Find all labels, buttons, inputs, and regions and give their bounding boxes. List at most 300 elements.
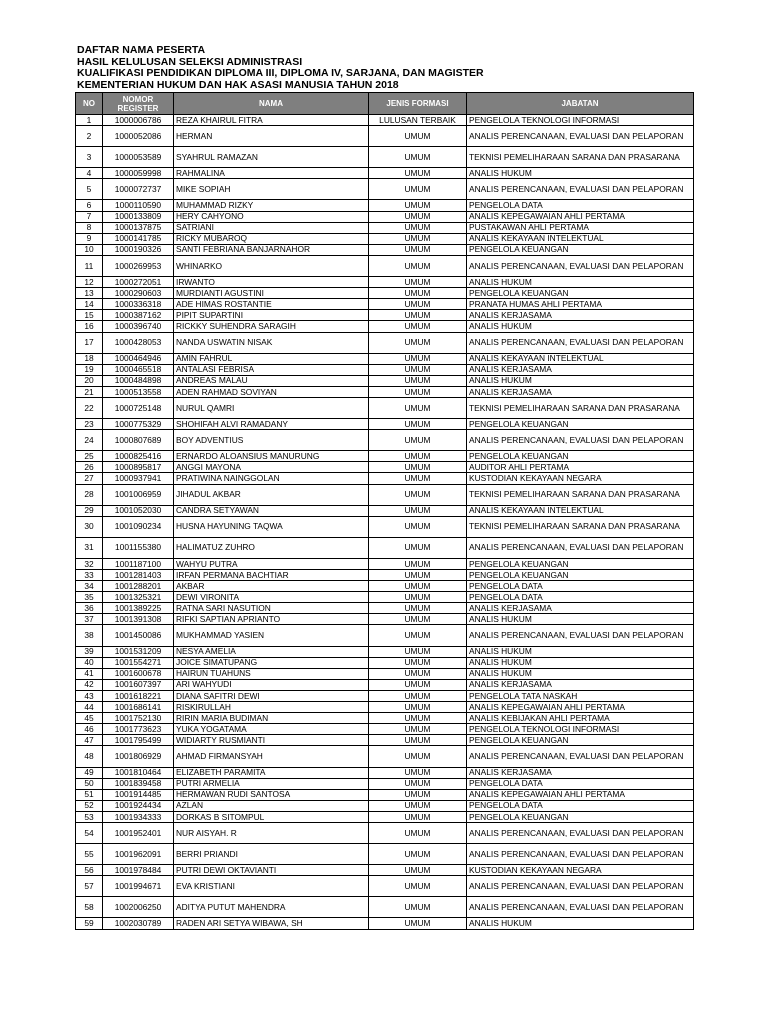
cell-register: 1001052030	[103, 505, 174, 516]
cell-position: ANALIS HUKUM	[467, 646, 694, 657]
cell-position: ANALIS PERENCANAAN, EVALUASI DAN PELAPORAN	[467, 897, 694, 918]
cell-no: 8	[76, 222, 103, 233]
cell-formation: UMUM	[369, 558, 467, 569]
cell-register: 1000387162	[103, 310, 174, 321]
cell-register: 1001752130	[103, 713, 174, 724]
cell-no: 12	[76, 277, 103, 288]
cell-formation: UMUM	[369, 126, 467, 147]
cell-position: PUSTAKAWAN AHLI PERTAMA	[467, 222, 694, 233]
cell-no: 40	[76, 657, 103, 668]
cell-position: ANALIS KEKAYAAN INTELEKTUAL	[467, 353, 694, 364]
cell-name: MUHAMMAD RIZKY	[174, 200, 369, 211]
cell-position: ANALIS KEBIJAKAN AHLI PERTAMA	[467, 713, 694, 724]
cell-name: JIHADUL AKBAR	[174, 484, 369, 505]
cell-position: PENGELOLA KEUANGAN	[467, 451, 694, 462]
cell-no: 28	[76, 484, 103, 505]
cell-name: DORKAS B SITOMPUL	[174, 811, 369, 822]
table-row	[76, 419, 694, 430]
cell-name: JOICE SIMATUPANG	[174, 657, 369, 668]
cell-name: MIKE SOPIAH	[174, 179, 369, 200]
cell-position: PENGELOLA KEUANGAN	[467, 735, 694, 746]
table-row	[76, 767, 694, 778]
cell-name: RATNA SARI NASUTION	[174, 603, 369, 614]
table-row	[76, 244, 694, 255]
cell-name: PUTRI DEWI OKTAVIANTI	[174, 865, 369, 876]
cell-register: 1000110590	[103, 200, 174, 211]
cell-no: 22	[76, 397, 103, 418]
cell-no: 46	[76, 724, 103, 735]
column-header-position: JABATAN	[467, 93, 694, 115]
cell-no: 14	[76, 299, 103, 310]
cell-formation: UMUM	[369, 844, 467, 865]
cell-name: HERMAWAN RUDI SANTOSA	[174, 789, 369, 800]
cell-name: ANGGI MAYONA	[174, 462, 369, 473]
cell-register: 1000396740	[103, 321, 174, 332]
cell-formation: UMUM	[369, 299, 467, 310]
cell-position: ANALIS PERENCANAAN, EVALUASI DAN PELAPORAN	[467, 179, 694, 200]
cell-name: BERRI PRIANDI	[174, 844, 369, 865]
table-row	[76, 537, 694, 558]
table-row	[76, 603, 694, 614]
cell-no: 34	[76, 581, 103, 592]
cell-position: PENGELOLA KEUANGAN	[467, 558, 694, 569]
table-row	[76, 430, 694, 451]
cell-register: 1000053589	[103, 147, 174, 168]
cell-register: 1001978484	[103, 865, 174, 876]
cell-name: YUKA YOGATAMA	[174, 724, 369, 735]
cell-no: 45	[76, 713, 103, 724]
cell-formation: UMUM	[369, 200, 467, 211]
cell-no: 20	[76, 375, 103, 386]
cell-no: 7	[76, 211, 103, 222]
cell-formation: UMUM	[369, 746, 467, 767]
cell-no: 51	[76, 789, 103, 800]
cell-position: PRANATA HUMAS AHLI PERTAMA	[467, 299, 694, 310]
cell-formation: UMUM	[369, 321, 467, 332]
cell-no: 56	[76, 865, 103, 876]
cell-formation: UMUM	[369, 419, 467, 430]
cell-name: ADE HIMAS ROSTANTIE	[174, 299, 369, 310]
cell-formation: UMUM	[369, 505, 467, 516]
heading-line-1: DAFTAR NAMA PESERTA	[77, 44, 206, 56]
heading-line-2: HASIL KELULUSAN SELEKSI ADMINISTRASI	[77, 55, 303, 68]
cell-register: 1000513558	[103, 386, 174, 397]
table-row	[76, 211, 694, 222]
cell-position: ANALIS PERENCANAAN, EVALUASI DAN PELAPORAN	[467, 255, 694, 276]
table-row	[76, 168, 694, 179]
heading-line-4: KEMENTERIAN HUKUM DAN HAK ASASI MANUSIA TAHUN 2018	[77, 78, 399, 91]
table-row	[76, 800, 694, 811]
table-row	[76, 657, 694, 668]
cell-formation: UMUM	[369, 386, 467, 397]
cell-register: 1000272051	[103, 277, 174, 288]
table-row	[76, 876, 694, 897]
cell-register: 1000133809	[103, 211, 174, 222]
table-row	[76, 277, 694, 288]
table-row	[76, 702, 694, 713]
cell-register: 1001994671	[103, 876, 174, 897]
cell-register: 1000937941	[103, 473, 174, 484]
cell-no: 57	[76, 876, 103, 897]
cell-position: ANALIS KERJASAMA	[467, 310, 694, 321]
table-row	[76, 397, 694, 418]
cell-register: 1001839458	[103, 778, 174, 789]
cell-name: HUSNA HAYUNING TAQWA	[174, 516, 369, 537]
cell-formation: UMUM	[369, 244, 467, 255]
cell-formation: UMUM	[369, 646, 467, 657]
table-row	[76, 778, 694, 789]
cell-formation: UMUM	[369, 310, 467, 321]
cell-name: AHMAD FIRMANSYAH	[174, 746, 369, 767]
participants-table	[75, 92, 694, 930]
cell-formation: UMUM	[369, 735, 467, 746]
cell-name: HALIMATUZ ZUHRO	[174, 537, 369, 558]
cell-name: PRATIWINA NAINGGOLAN	[174, 473, 369, 484]
cell-name: IRWANTO	[174, 277, 369, 288]
cell-formation: UMUM	[369, 222, 467, 233]
table-row	[76, 364, 694, 375]
cell-position: PENGELOLA KEUANGAN	[467, 811, 694, 822]
cell-formation: UMUM	[369, 702, 467, 713]
cell-no: 16	[76, 321, 103, 332]
cell-position: ANALIS KEPEGAWAIAN AHLI PERTAMA	[467, 789, 694, 800]
cell-formation: UMUM	[369, 865, 467, 876]
cell-formation: UMUM	[369, 277, 467, 288]
cell-no: 2	[76, 126, 103, 147]
cell-formation: UMUM	[369, 767, 467, 778]
cell-register: 1001187100	[103, 558, 174, 569]
cell-name: SYAHRUL RAMAZAN	[174, 147, 369, 168]
table-row	[76, 115, 694, 126]
heading-line-3: KUALIFIKASI PENDIDIKAN DIPLOMA III, DIPLOMA IV, SARJANA, DAN MAGISTER	[77, 67, 484, 79]
cell-formation: UMUM	[369, 473, 467, 484]
cell-formation: UMUM	[369, 603, 467, 614]
cell-register: 1001934333	[103, 811, 174, 822]
cell-name: RISKIRULLAH	[174, 702, 369, 713]
cell-no: 11	[76, 255, 103, 276]
cell-register: 1000725148	[103, 397, 174, 418]
cell-name: HAIRUN TUAHUNS	[174, 668, 369, 679]
cell-no: 59	[76, 918, 103, 929]
cell-position: PENGELOLA KEUANGAN	[467, 419, 694, 430]
cell-no: 44	[76, 702, 103, 713]
cell-name: AZLAN	[174, 800, 369, 811]
cell-formation: UMUM	[369, 822, 467, 843]
table-header-row	[76, 93, 694, 115]
cell-position: KUSTODIAN KEKAYAAN NEGARA	[467, 473, 694, 484]
cell-no: 19	[76, 364, 103, 375]
cell-formation: UMUM	[369, 537, 467, 558]
cell-formation: UMUM	[369, 778, 467, 789]
cell-no: 53	[76, 811, 103, 822]
cell-name: ARI WAHYUDI	[174, 679, 369, 690]
cell-formation: UMUM	[369, 800, 467, 811]
table-row	[76, 179, 694, 200]
cell-register: 1001607397	[103, 679, 174, 690]
cell-register: 1000464946	[103, 353, 174, 364]
cell-name: WHINARKO	[174, 255, 369, 276]
cell-name: RIRIN MARIA BUDIMAN	[174, 713, 369, 724]
table-row	[76, 746, 694, 767]
table-row	[76, 451, 694, 462]
cell-no: 50	[76, 778, 103, 789]
cell-no: 39	[76, 646, 103, 657]
cell-no: 21	[76, 386, 103, 397]
cell-name: RAHMALINA	[174, 168, 369, 179]
column-header-register: NOMOR REGISTER	[103, 93, 174, 115]
cell-formation: UMUM	[369, 897, 467, 918]
cell-no: 18	[76, 353, 103, 364]
column-header-no: NO	[76, 93, 103, 115]
table-row	[76, 321, 694, 332]
cell-name: REZA KHAIRUL FITRA	[174, 115, 369, 126]
table-row	[76, 581, 694, 592]
cell-name: WAHYU PUTRA	[174, 558, 369, 569]
cell-name: RADEN ARI SETYA WIBAWA, SH	[174, 918, 369, 929]
cell-position: ANALIS HUKUM	[467, 277, 694, 288]
cell-position: ANALIS PERENCANAAN, EVALUASI DAN PELAPORAN	[467, 876, 694, 897]
cell-register: 1001600678	[103, 668, 174, 679]
cell-register: 1001288201	[103, 581, 174, 592]
cell-register: 1001924434	[103, 800, 174, 811]
cell-formation: UMUM	[369, 625, 467, 646]
cell-name: NUR AISYAH. R	[174, 822, 369, 843]
table-row	[76, 713, 694, 724]
cell-no: 43	[76, 690, 103, 701]
table-row	[76, 558, 694, 569]
table-row	[76, 865, 694, 876]
cell-no: 52	[76, 800, 103, 811]
cell-formation: UMUM	[369, 147, 467, 168]
cell-formation: UMUM	[369, 462, 467, 473]
cell-register: 1001531209	[103, 646, 174, 657]
cell-no: 1	[76, 115, 103, 126]
cell-register: 1000807689	[103, 430, 174, 451]
cell-register: 1000006786	[103, 115, 174, 126]
cell-register: 1001554271	[103, 657, 174, 668]
cell-name: SHOHIFAH ALVI RAMADANY	[174, 419, 369, 430]
cell-formation: UMUM	[369, 233, 467, 244]
cell-formation: UMUM	[369, 592, 467, 603]
cell-position: ANALIS KERJASAMA	[467, 364, 694, 375]
table-row	[76, 668, 694, 679]
cell-position: ANALIS HUKUM	[467, 918, 694, 929]
cell-register: 1001618221	[103, 690, 174, 701]
cell-position: ANALIS PERENCANAAN, EVALUASI DAN PELAPORAN	[467, 746, 694, 767]
cell-formation: UMUM	[369, 668, 467, 679]
table-row	[76, 516, 694, 537]
cell-formation: UMUM	[369, 332, 467, 353]
cell-register: 1001155380	[103, 537, 174, 558]
cell-position: ANALIS KERJASAMA	[467, 767, 694, 778]
cell-formation: UMUM	[369, 918, 467, 929]
cell-position: ANALIS KEKAYAAN INTELEKTUAL	[467, 505, 694, 516]
cell-name: HERMAN	[174, 126, 369, 147]
cell-position: ANALIS PERENCANAAN, EVALUASI DAN PELAPORAN	[467, 332, 694, 353]
cell-no: 25	[76, 451, 103, 462]
cell-register: 1000141785	[103, 233, 174, 244]
cell-register: 1000137875	[103, 222, 174, 233]
cell-register: 1001962091	[103, 844, 174, 865]
column-header-formation: JENIS FORMASI	[369, 93, 467, 115]
cell-formation: UMUM	[369, 690, 467, 701]
cell-register: 1001686141	[103, 702, 174, 713]
cell-name: ADEN RAHMAD SOVIYAN	[174, 386, 369, 397]
cell-register: 1001952401	[103, 822, 174, 843]
cell-register: 1000895817	[103, 462, 174, 473]
cell-no: 31	[76, 537, 103, 558]
cell-no: 47	[76, 735, 103, 746]
cell-formation: UMUM	[369, 570, 467, 581]
column-header-name: NAMA	[174, 93, 369, 115]
cell-no: 36	[76, 603, 103, 614]
cell-formation: UMUM	[369, 516, 467, 537]
cell-register: 1000052086	[103, 126, 174, 147]
cell-position: ANALIS KEPEGAWAIAN AHLI PERTAMA	[467, 702, 694, 713]
cell-name: MURDIANTI AGUSTINI	[174, 288, 369, 299]
table-row	[76, 570, 694, 581]
cell-name: AKBAR	[174, 581, 369, 592]
cell-register: 1001450086	[103, 625, 174, 646]
cell-name: RIFKI SAPTIAN APRIANTO	[174, 614, 369, 625]
cell-position: ANALIS PERENCANAAN, EVALUASI DAN PELAPORAN	[467, 822, 694, 843]
cell-name: HERY CAHYONO	[174, 211, 369, 222]
cell-position: ANALIS KEPEGAWAIAN AHLI PERTAMA	[467, 211, 694, 222]
table-row	[76, 233, 694, 244]
cell-no: 4	[76, 168, 103, 179]
cell-position: TEKNISI PEMELIHARAAN SARANA DAN PRASARANA	[467, 484, 694, 505]
cell-no: 49	[76, 767, 103, 778]
cell-position: ANALIS PERENCANAAN, EVALUASI DAN PELAPORAN	[467, 625, 694, 646]
table-row	[76, 897, 694, 918]
cell-register: 1000290603	[103, 288, 174, 299]
cell-no: 17	[76, 332, 103, 353]
cell-no: 37	[76, 614, 103, 625]
cell-formation: UMUM	[369, 168, 467, 179]
cell-name: WIDIARTY RUSMIANTI	[174, 735, 369, 746]
table-row	[76, 811, 694, 822]
cell-register: 1002006250	[103, 897, 174, 918]
table-row	[76, 126, 694, 147]
table-row	[76, 592, 694, 603]
table-row	[76, 679, 694, 690]
table-row	[76, 255, 694, 276]
cell-position: PENGELOLA KEUANGAN	[467, 244, 694, 255]
cell-position: ANALIS HUKUM	[467, 668, 694, 679]
table-row	[76, 789, 694, 800]
table-row	[76, 614, 694, 625]
cell-formation: UMUM	[369, 724, 467, 735]
cell-formation: UMUM	[369, 581, 467, 592]
cell-formation: UMUM	[369, 375, 467, 386]
table-row	[76, 646, 694, 657]
cell-name: EVA KRISTIANI	[174, 876, 369, 897]
cell-position: TEKNISI PEMELIHARAAN SARANA DAN PRASARANA	[467, 397, 694, 418]
cell-name: SANTI FEBRIANA BANJARNAHOR	[174, 244, 369, 255]
cell-no: 58	[76, 897, 103, 918]
table-row	[76, 735, 694, 746]
cell-register: 1001006959	[103, 484, 174, 505]
cell-no: 38	[76, 625, 103, 646]
cell-formation: UMUM	[369, 484, 467, 505]
cell-register: 1002030789	[103, 918, 174, 929]
cell-register: 1000775329	[103, 419, 174, 430]
cell-no: 23	[76, 419, 103, 430]
cell-position: AUDITOR AHLI PERTAMA	[467, 462, 694, 473]
cell-register: 1000428053	[103, 332, 174, 353]
cell-register: 1001795499	[103, 735, 174, 746]
cell-position: ANALIS KERJASAMA	[467, 679, 694, 690]
table-row	[76, 288, 694, 299]
cell-name: ANDREAS MALAU	[174, 375, 369, 386]
cell-formation: UMUM	[369, 397, 467, 418]
cell-name: NESYA AMELIA	[174, 646, 369, 657]
table-row	[76, 222, 694, 233]
table-row	[76, 724, 694, 735]
cell-position: ANALIS HUKUM	[467, 168, 694, 179]
cell-position: PENGELOLA DATA	[467, 800, 694, 811]
table-row	[76, 462, 694, 473]
table-row	[76, 918, 694, 929]
cell-position: ANALIS PERENCANAAN, EVALUASI DAN PELAPORAN	[467, 126, 694, 147]
cell-name: CANDRA SETYAWAN	[174, 505, 369, 516]
cell-register: 1001325321	[103, 592, 174, 603]
cell-formation: UMUM	[369, 713, 467, 724]
table-row	[76, 473, 694, 484]
cell-formation: UMUM	[369, 211, 467, 222]
cell-no: 6	[76, 200, 103, 211]
cell-position: KUSTODIAN KEKAYAAN NEGARA	[467, 865, 694, 876]
cell-no: 9	[76, 233, 103, 244]
cell-name: ANTALASI FEBRISA	[174, 364, 369, 375]
cell-position: ANALIS PERENCANAAN, EVALUASI DAN PELAPORAN	[467, 537, 694, 558]
cell-register: 1000059998	[103, 168, 174, 179]
cell-name: NURUL QAMRI	[174, 397, 369, 418]
table-row	[76, 332, 694, 353]
cell-register: 1001090234	[103, 516, 174, 537]
cell-name: IRFAN PERMANA BACHTIAR	[174, 570, 369, 581]
table-row	[76, 822, 694, 843]
cell-position: PENGELOLA KEUANGAN	[467, 288, 694, 299]
cell-name: DIANA SAFITRI DEWI	[174, 690, 369, 701]
cell-no: 3	[76, 147, 103, 168]
cell-formation: LULUSAN TERBAIK	[369, 115, 467, 126]
cell-name: PUTRI ARMELIA	[174, 778, 369, 789]
cell-position: PENGELOLA DATA	[467, 592, 694, 603]
cell-position: ANALIS PERENCANAAN, EVALUASI DAN PELAPORAN	[467, 430, 694, 451]
cell-register: 1001391308	[103, 614, 174, 625]
cell-formation: UMUM	[369, 430, 467, 451]
cell-register: 1000825416	[103, 451, 174, 462]
table-row	[76, 484, 694, 505]
table-row	[76, 353, 694, 364]
cell-formation: UMUM	[369, 451, 467, 462]
cell-register: 1000465518	[103, 364, 174, 375]
cell-formation: UMUM	[369, 364, 467, 375]
cell-position: TEKNISI PEMELIHARAAN SARANA DAN PRASARANA	[467, 147, 694, 168]
cell-no: 26	[76, 462, 103, 473]
cell-formation: UMUM	[369, 353, 467, 364]
cell-position: PENGELOLA TEKNOLOGI INFORMASI	[467, 115, 694, 126]
cell-register: 1000484898	[103, 375, 174, 386]
cell-name: ELIZABETH PARAMITA	[174, 767, 369, 778]
cell-no: 5	[76, 179, 103, 200]
cell-name: NANDA USWATIN NISAK	[174, 332, 369, 353]
cell-no: 32	[76, 558, 103, 569]
cell-position: PENGELOLA TEKNOLOGI INFORMASI	[467, 724, 694, 735]
cell-register: 1000190326	[103, 244, 174, 255]
table-row	[76, 625, 694, 646]
